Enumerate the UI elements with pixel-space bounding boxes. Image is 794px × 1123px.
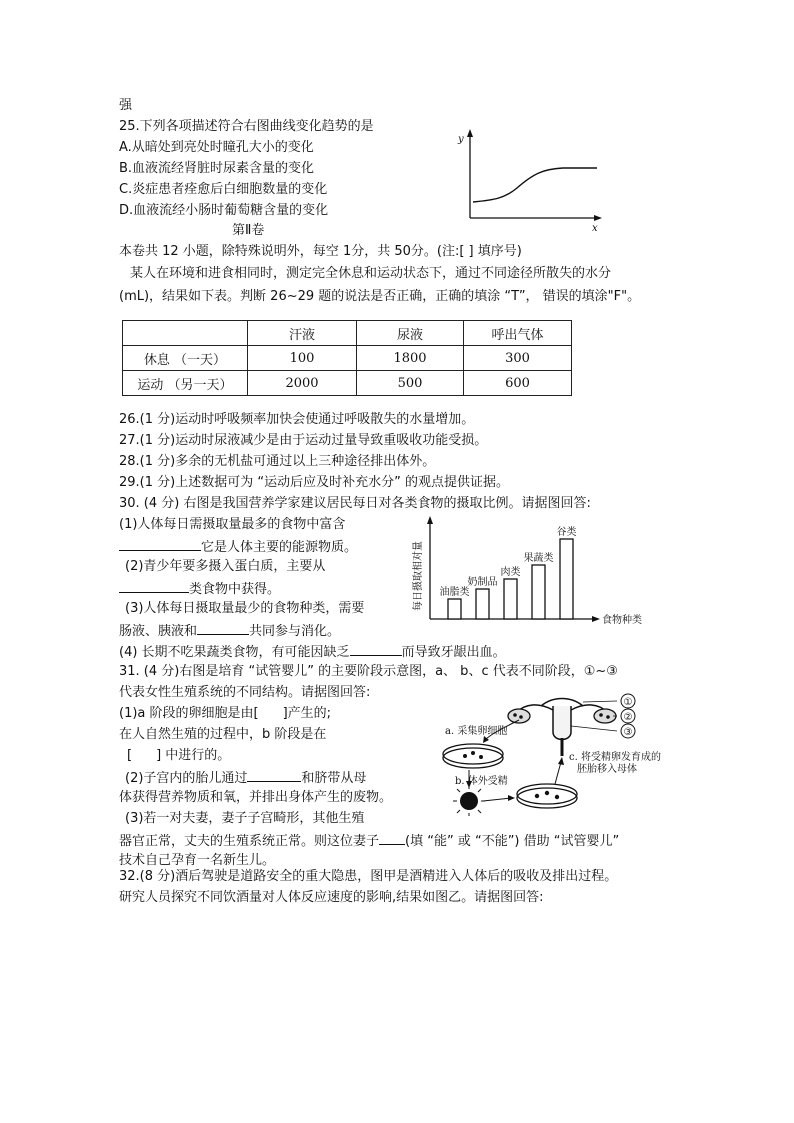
bar-2	[504, 579, 517, 619]
q30-part-1b	[119, 538, 357, 556]
option-d: D.血液流经小肠时葡萄糖含量的变化	[119, 203, 329, 218]
question-30-stem: 30. (4 分) 右图是我国营养学家建议居民每日对各类食物的摄取比例。请据图回答:	[119, 496, 591, 511]
bar-0	[448, 599, 461, 619]
table-cell: 100	[248, 346, 357, 371]
intro-line-2: (mL)，结果如下表。判断 26~29 题的说法是否正确，正确的填涂 “T”， 错误的填涂"F"。	[119, 289, 641, 304]
question-28: 28.(1 分)多余的无机盐可通过以上三种途径排出体外。	[119, 454, 436, 469]
bar-label-3: 果蔬类	[523, 553, 554, 564]
question-25-stem: 25.下列各项描述符合右图曲线变化趋势的是	[119, 119, 374, 134]
question-29: 29.(1 分)上述数据可为 “运动后应及时补充水分” 的观点提供证据。	[119, 475, 509, 490]
chart-y-axis-arrow-icon	[427, 516, 433, 524]
q31-part-2a-text2: 和脐带从母	[301, 771, 367, 786]
bar-label-1: 奶制品	[467, 577, 498, 588]
q30-part-4	[119, 643, 506, 661]
stage-c-label-1: c. 将受精卵发育成的	[569, 752, 661, 763]
fertilized-egg-icon	[460, 792, 478, 810]
food-intake-chart	[402, 513, 664, 631]
q30-part-3a: (3)人体每日摄取量最少的食物种类，需要	[125, 601, 365, 616]
q30-part-2b	[119, 580, 280, 598]
q31-part-1c: 在人自然生殖的过程中，b 阶段是在	[119, 727, 327, 742]
table-cell: 运动 （另一天）	[123, 371, 248, 396]
text-line: 强	[119, 98, 133, 113]
x-axis-arrow-icon	[594, 215, 602, 221]
q31-part-2a-text1: (2)子宫内的胎儿通过	[125, 771, 248, 786]
question-32-stem-2: 研究人员探究不同饮酒量对人体反应速度的影响,结果如图乙。请据图回答:	[119, 890, 544, 905]
table-header-cell: 呼出气体	[464, 321, 572, 346]
bracket-open: [	[127, 748, 133, 763]
question-31-stem-2: 代表女性生殖系统的不同结构。请据图回答:	[119, 685, 371, 700]
option-a: A.从暗处到亮处时瞳孔大小的变化	[119, 140, 314, 155]
uterus-icon	[517, 699, 607, 757]
table-cell: 休息 （一天）	[123, 346, 248, 371]
chart-x-label: 食物种类	[602, 615, 642, 626]
q31-part-3b-text2: (填 “能” 或 “不能”) 借助 “试管婴儿”	[405, 834, 620, 849]
ovary-right	[594, 709, 616, 723]
answer-blank[interactable]	[350, 643, 402, 656]
q31-part-1a-text2: ]产生的;	[282, 706, 332, 721]
trend-curve	[473, 168, 597, 202]
q30-part-3b-text1: 肠液、胰液和	[119, 624, 198, 639]
q30-part-3b	[119, 622, 340, 640]
table-header-cell: 汗液	[248, 321, 357, 346]
bar-label-4: 谷类	[556, 527, 577, 538]
ivf-diagram	[433, 690, 693, 820]
label-3: ③	[623, 727, 633, 738]
question-32-stem: 32.(8 分)酒后驾驶是道路安全的重大隐患，图甲是酒精进入人体后的吸收及排出过程。	[119, 869, 618, 884]
table-cell: 300	[464, 346, 572, 371]
answer-blank[interactable]	[119, 580, 189, 593]
table-row	[123, 346, 572, 371]
q31-part-2a	[125, 769, 366, 787]
stage-a-label: a. 采集卵细胞	[445, 726, 508, 737]
bar-3	[532, 565, 545, 619]
answer-blank[interactable]	[247, 769, 301, 782]
stage-b-label: b. 体外受精	[455, 776, 508, 787]
q30-part-4-text1: (4) 长期不吃果蔬类食物，有可能因缺乏	[119, 645, 350, 660]
table-row	[123, 371, 572, 396]
q30-part-1b-text: 它是人体主要的能源物质。	[201, 540, 358, 555]
table-cell: 500	[357, 371, 464, 396]
answer-blank[interactable]	[197, 622, 249, 635]
q31-part-3c: 技术自己孕育一名新生儿。	[119, 853, 276, 868]
intro-line-1: 某人在环境和进食相同时，测定完全休息和运动状态下，通过不同途径所散失的水分	[130, 266, 612, 281]
ovary-left	[508, 709, 530, 723]
q30-part-4-text2: 而导致牙龈出血。	[401, 645, 506, 660]
q30-part-2a: (2)青少年要多摄入蛋白质，主要从	[125, 559, 326, 574]
part-2-note: 本卷共 12 小题，除特殊说明外，每空 1分，共 50分。(注:[ ] 填序号)	[119, 244, 522, 259]
question-26: 26.(1 分)运动时呼吸频率加快会使通过呼吸散失的水量增加。	[119, 412, 475, 427]
chart-y-label: 每日摄取相对量	[413, 541, 424, 611]
q31-part-3a: (3)若一对夫妻，妻子子宫畸形，其他生殖	[125, 811, 365, 826]
water-loss-table	[122, 320, 572, 396]
curve-y-label: y	[458, 134, 464, 145]
table-header-row	[123, 321, 572, 346]
option-b: B.血液流经肾脏时尿素含量的变化	[119, 161, 315, 176]
table-header-cell: 尿液	[357, 321, 464, 346]
table-cell: 2000	[248, 371, 357, 396]
bar-label-0: 油脂类	[439, 587, 470, 598]
q31-part-1a	[119, 706, 331, 722]
answer-blank[interactable]	[119, 538, 201, 551]
q30-part-1a: (1)人体每日需摄取量最多的食物中富含	[119, 517, 346, 532]
q30-part-2b-text: 类食物中获得。	[189, 582, 281, 597]
answer-blank[interactable]	[379, 832, 405, 845]
option-c: C.炎症患者痊愈后白细胞数量的变化	[119, 182, 328, 197]
q30-part-3b-text2: 共同参与消化。	[249, 624, 341, 639]
label-1: ①	[623, 697, 633, 708]
q31-part-3b-text1: 器官正常，丈夫的生殖系统正常。则这位妻子	[119, 834, 380, 849]
part-2-title: 第Ⅱ卷	[232, 223, 265, 238]
bar-1	[476, 589, 489, 619]
q31-part-1d-text: ] 中进行的。	[156, 748, 231, 763]
q31-part-1a-text: (1)a 阶段的卵细胞是由[	[119, 706, 259, 721]
curve-figure	[455, 126, 605, 236]
chart-x-axis-arrow-icon	[592, 616, 600, 622]
stage-c-label-2: 胚胎移入母体	[577, 764, 637, 775]
chart-bars	[440, 525, 577, 619]
curve-x-label: x	[592, 223, 598, 234]
table-cell: 600	[464, 371, 572, 396]
q31-part-1d	[127, 748, 230, 764]
label-2: ②	[623, 712, 633, 723]
q31-part-3b	[119, 832, 619, 850]
table-header-cell	[123, 321, 248, 346]
bar-label-2: 肉类	[500, 567, 521, 578]
y-axis-arrow-icon	[467, 129, 473, 137]
question-31-stem: 31. (4 分)右图是培育 “试管婴儿” 的主要阶段示意图，a、 b、c 代表不同阶段，①~③	[119, 664, 618, 679]
q31-part-2b: 体获得营养物质和氧，并排出身体产生的废物。	[119, 790, 393, 805]
question-27: 27.(1 分)运动时尿液减少是由于运动过量导致重吸收功能受损。	[119, 433, 488, 448]
bar-4	[560, 539, 573, 619]
table-cell: 1800	[357, 346, 464, 371]
